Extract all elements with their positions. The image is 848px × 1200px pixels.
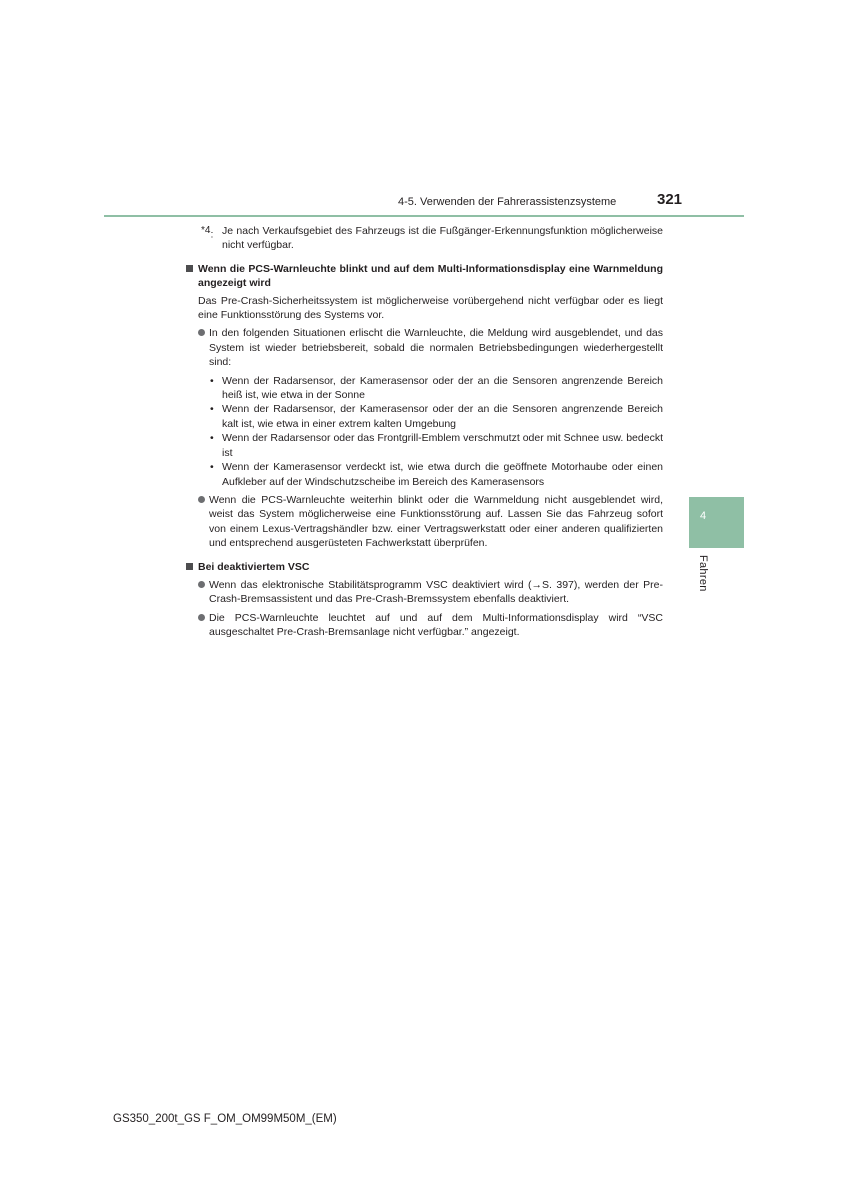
page-content xyxy=(186,224,663,640)
footnote xyxy=(186,224,663,253)
section-title: 4-5. Verwenden der Fahrerassistenzsysteme xyxy=(398,196,617,208)
round-bullet-icon xyxy=(198,496,205,503)
chapter-label: Fahren xyxy=(697,555,709,592)
section-intro: Das Pre-Crash-Sicherheitssystem ist möglicherweise vorübergehend nicht verfügbar oder es liegt eine Funktionsstörung des Systems vor. xyxy=(198,294,663,322)
middot-bullet-icon: • xyxy=(210,432,214,445)
sub-list-item: • Wenn der Radarsensor oder das Frontgrill-Emblem verschmutzt oder mit Schnee usw. bedeckt ist xyxy=(210,432,663,459)
round-bullet-icon xyxy=(198,581,205,588)
sub-list-item: • Wenn der Radarsensor, der Kamerasensor oder der an die Sensoren angrenzende Bereich heiß ist, wie etwa in der Sonne xyxy=(210,374,663,402)
list-item: In den folgenden Situationen erlischt die Warnleuchte, die Meldung wird ausgeblendet, und das System ist wieder betriebsbereit, sobald die normalen Betriebsbedingungen wiederhergestellt sind: xyxy=(186,326,663,369)
middot-bullet-icon: • xyxy=(210,374,214,387)
sub-list-item: • Wenn der Radarsensor, der Kamerasensor oder der an die Sensoren angrenzende Bereich kalt ist, wie etwa in einer extrem kalten Umgebung xyxy=(210,403,663,430)
list-item: Wenn das elektronische Stabilitätsprogramm VSC deaktiviert wird (→S. 397), werden der Pre-Crash-Bremsassistent und das Pre-Crash-Bremssystem ebenfalls deaktiviert. xyxy=(186,578,663,607)
document-code: GS350_200t_GS F_OM_OM99M50M_(EM) xyxy=(113,1113,337,1125)
footnote-mark: $^{*4}$: xyxy=(201,225,214,241)
round-bullet-icon xyxy=(198,329,205,336)
footnote-text: Je nach Verkaufsgebiet des Fahrzeugs ist die Fußgänger-Erkennungsfunktion möglicherweise nicht verfügbar. xyxy=(222,225,663,252)
list-item: Die PCS-Warnleuchte leuchtet auf und auf dem Multi-Informationsdisplay wird “VSC ausgeschaltet Pre-Crash-Bremsanlage nicht verfügbar.” angezeigt. xyxy=(186,611,663,640)
sub-list xyxy=(186,374,663,489)
list-item: Wenn die PCS-Warnleuchte weiterhin blinkt oder die Warnmeldung nicht ausgeblendet wird, weist das System möglicherweise eine Funktionsstörung auf. Lassen Sie das Fahrzeug sofort von einem Lexus-Vertragshändler bzw. einer Vertragswerkstatt oder einer anderen qualifizierten und entsprechend ausgerüsteten Fachwerkstatt überprüfen. xyxy=(186,493,663,551)
middot-bullet-icon: • xyxy=(210,403,214,416)
square-bullet-icon xyxy=(186,563,193,570)
square-bullet-icon xyxy=(186,265,193,272)
section-heading: Wenn die PCS-Warnleuchte blinkt und auf dem Multi-Informationsdisplay eine Warnmeldung angezeigt wird xyxy=(186,262,663,291)
section-heading: Bei deaktiviertem VSC xyxy=(186,560,663,574)
middot-bullet-icon: • xyxy=(210,461,214,474)
chapter-number: 4 xyxy=(699,510,707,522)
header-divider xyxy=(104,215,744,217)
round-bullet-icon xyxy=(198,614,205,621)
sub-list-item: • Wenn der Kamerasensor verdeckt ist, wie etwa durch die geöffnete Motorhaube oder einen Aufkleber auf der Windschutzscheibe im Bereich des Kamerasensors xyxy=(210,461,663,488)
page-number: 321 xyxy=(657,191,683,208)
chapter-tab[interactable] xyxy=(689,497,744,548)
